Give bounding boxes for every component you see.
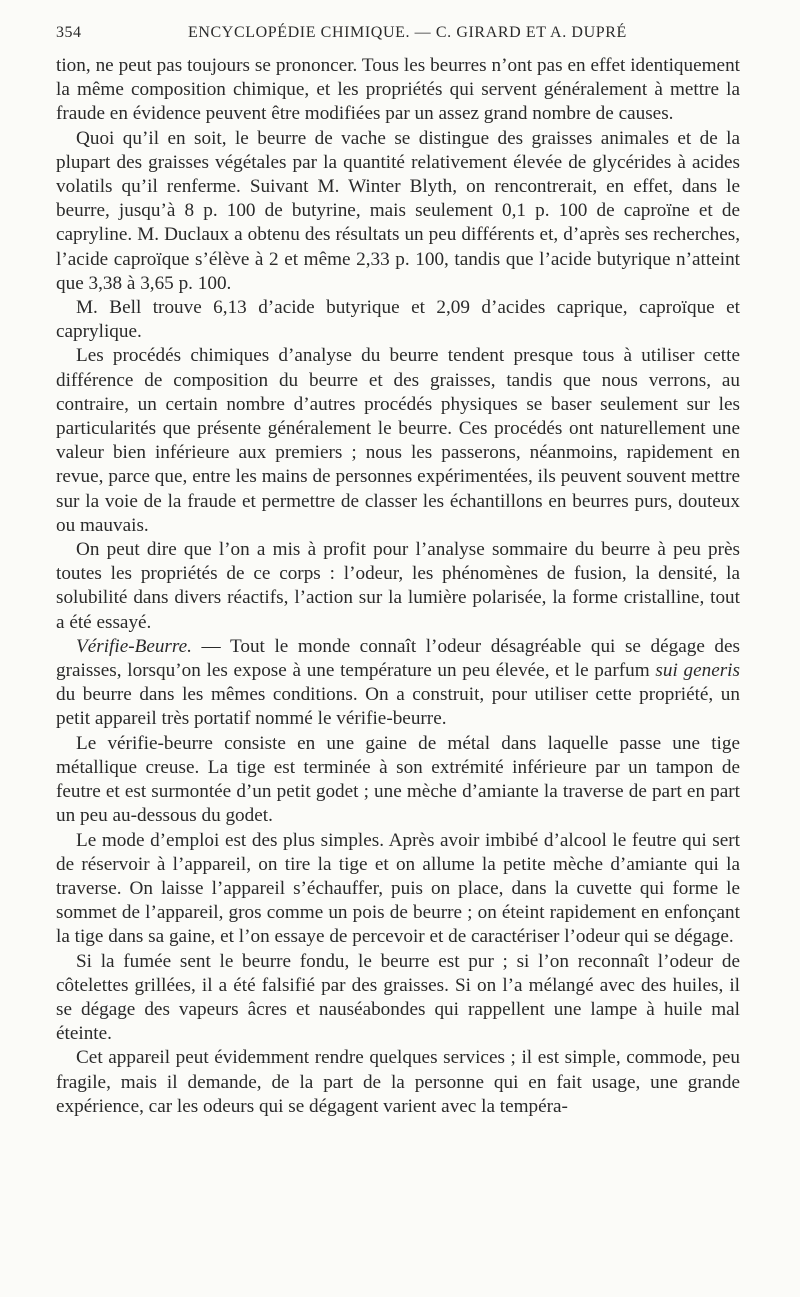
paragraph-continuation: tion, ne peut pas toujours se prononcer. Tous les beurres n’ont pas en effet identiquement la même composition chimique, et les propriétés qui servent généralement à mettre la fraude en évidence peuvent être modifiées par un assez grand nombre de causes.: [56, 55, 740, 125]
paragraph-device-description: Le vérifie-beurre consiste en une gaine de métal dans laquelle passe une tige métallique creuse. La tige est terminée à son extrémité inférieure par un tampon de feutre et est surmontée d’un petit godet ; une mèche d’amiante la traverse de part en part un peu au-dessous du godet.: [56, 732, 740, 827]
paragraph-butter-composition: Quoi qu’il en soit, le beurre de vache se distingue des graisses animales et de la plupart des graisses végétales par la quantité relativement élevée de glycérides à acides volatils qu’il renferme. Suivant M. Winter Blyth, on rencontrerait, en effet, dans le beurre, jusqu’à 8 p. 100 de butyrine, mais seulement 0,1 p. 100 de caproïne et de capryline. M. Duclaux a obtenu des résultats un peu différents et, d’après ses recherches, l’acide caproïque s’élève à 2 et même 2,33 p. 100, tandis que l’acide butyrique n’atteint que 3,38 à 3,65 p. 100.: [56, 127, 740, 294]
paragraph-text: — Tout le monde connaît l’odeur désagréable qui se dégage des graisses, lorsqu’on les expose à une température un peu élevée, et le parfum: [56, 635, 740, 682]
paragraph-results: Si la fumée sent le beurre fondu, le beurre est pur ; si l’on reconnaît l’odeur de côtelettes grillées, il a été falsifié par des graisses. Si on l’a mélangé avec des huiles, il se dégage des vapeurs âcres et nauséabondes qui rappellent une lampe à huile mal éteinte.: [56, 950, 740, 1045]
section-term: Vérifie-Beurre.: [76, 635, 192, 657]
document-page: [56, 24, 740, 1119]
paragraph-usage: Le mode d’emploi est des plus simples. Après avoir imbibé d’alcool le feutre qui sert de réservoir à l’appareil, on tire la tige et on allume la petite mèche d’amiante qui la traverse. On laisse l’appareil s’échauffer, puis on place, dans la cuvette qui forme le sommet de l’appareil, gros comme un pois de beurre ; on éteint rapidement en enfonçant la tige dans sa gaine, et l’on essaye de percevoir et de caractériser l’odeur qui se dégage.: [56, 829, 740, 948]
paragraph-evaluation: Cet appareil peut évidemment rendre quelques services ; il est simple, commode, peu fragile, mais il demande, de la part de la personne qui en fait usage, une grande expérience, car les odeurs qui se dégagent varient avec la tempéra-: [56, 1047, 740, 1117]
paragraph-properties: On peut dire que l’on a mis à profit pour l’analyse sommaire du beurre à peu près toutes les propriétés de ce corps : l’odeur, les phénomènes de fusion, la densité, la solubilité dans divers réactifs, l’action sur la lumière polarisée, la forme cristalline, tout a été essayé.: [56, 539, 740, 633]
paragraph-text: du beurre dans les mêmes conditions. On a construit, pour utiliser cette propriété, un petit appareil très portatif nommé le vérifie-beurre.: [56, 684, 740, 730]
running-title: ENCYCLOPÉDIE CHIMIQUE. — C. GIRARD ET A. DUPRÉ: [188, 24, 627, 41]
page-number: 354: [56, 24, 82, 41]
latin-term: sui generis: [655, 660, 740, 682]
paragraph-verifie-beurre-intro: [56, 635, 740, 732]
paragraph-bell: M. Bell trouve 6,13 d’acide butyrique et 2,09 d’acides caprique, caproïque et caprylique.: [56, 297, 740, 343]
page-header: [56, 24, 740, 54]
paragraph-chemical-methods: Les procédés chimiques d’analyse du beurre tendent presque tous à utiliser cette différence de composition du beurre et des graisses, tandis que nous verrons, au contraire, un certain nombre d’autres procédés physiques se baser seulement sur les particularités que présente généralement le beurre. Ces procédés ont naturellement une valeur bien inférieure aux premiers ; nous les passerons, néanmoins, rapidement en revue, parce que, entre les mains de personnes expérimentées, ils peuvent souvent mettre sur la voie de la fraude et permettre de classer les échantillons en beurres purs, douteux ou mauvais.: [56, 345, 740, 536]
